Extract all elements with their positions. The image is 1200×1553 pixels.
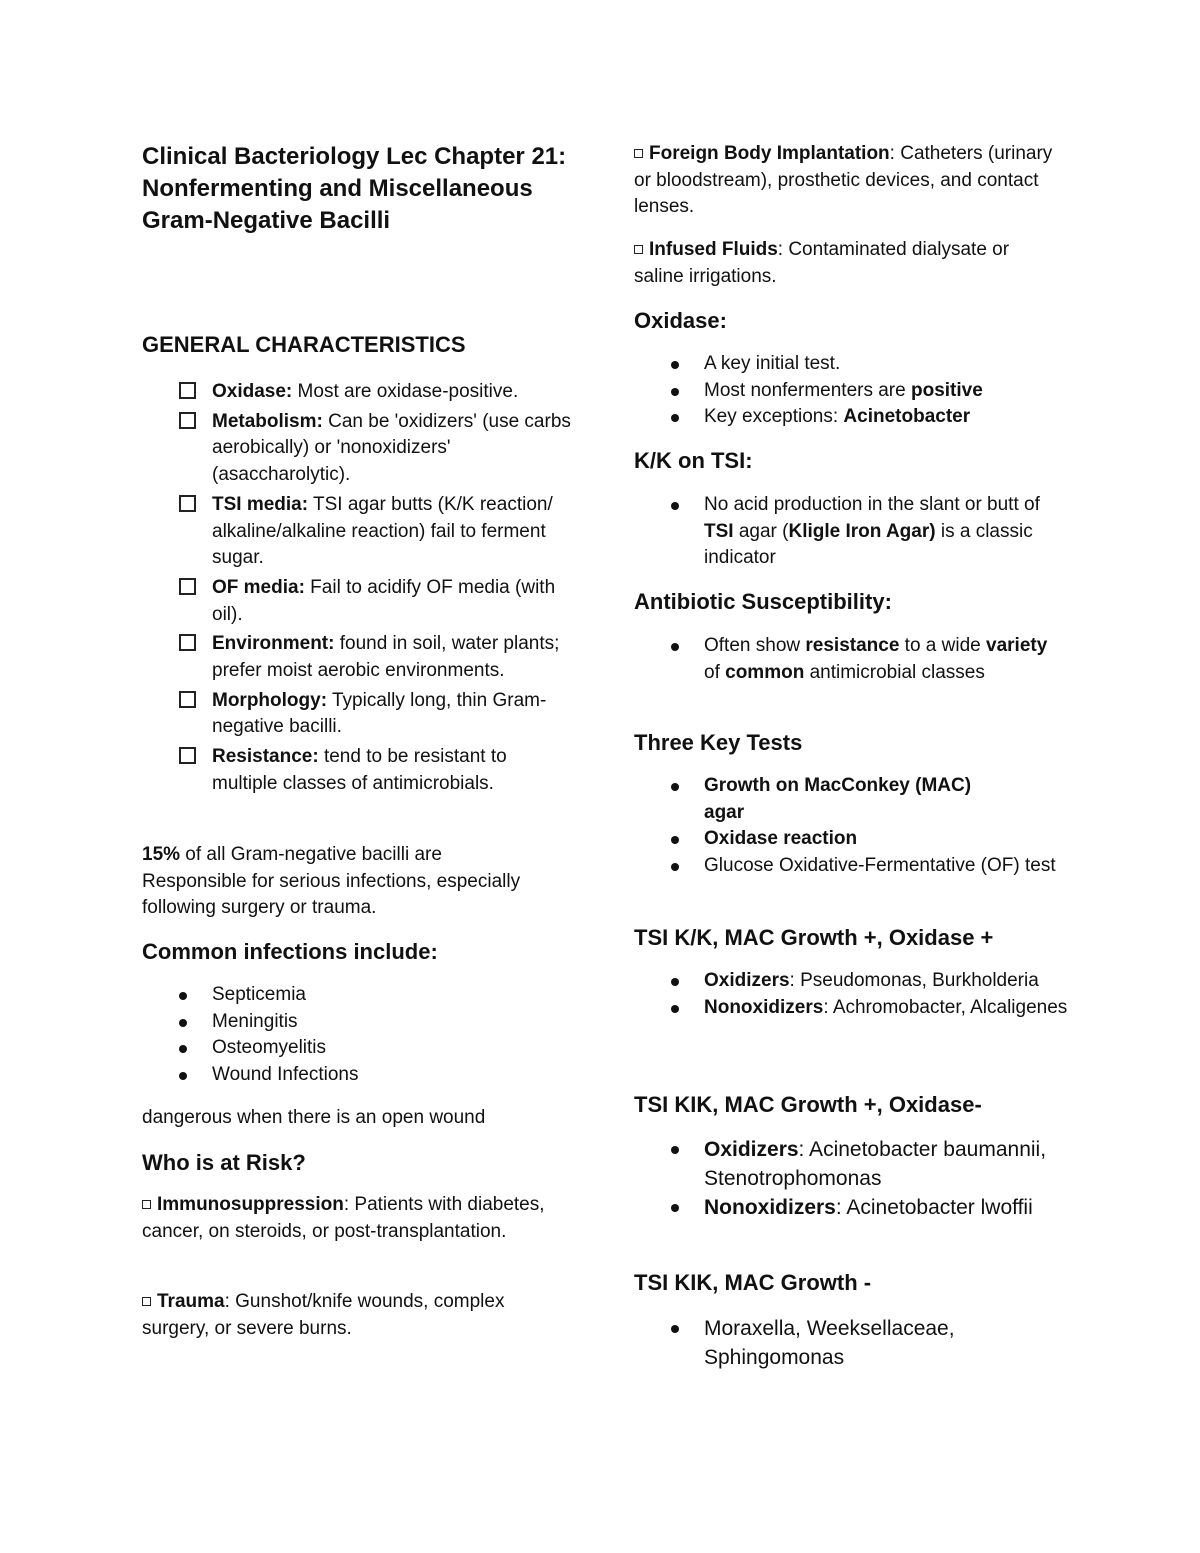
- statistic-paragraph: 15% of all Gram-negative bacilli are Responsible for serious infections, especially following surgery or trauma.: [142, 844, 521, 919]
- antibiotic-susceptibility-heading: Antibiotic Susceptibility:: [634, 589, 892, 614]
- bullet-icon: [179, 1019, 187, 1027]
- checkbox-icon: [179, 691, 196, 708]
- checkbox-icon: [179, 747, 196, 764]
- list-item: Often show resistance to a wide variety of common antimicrobial classes: [634, 633, 1064, 686]
- checklist-item: Oxidase: Most are oxidase-positive.: [142, 379, 572, 406]
- list-item: Oxidase reaction: [634, 826, 1064, 853]
- group3-list: [634, 1314, 1064, 1372]
- list-item: Growth on MacConkey (MAC) agar: [634, 773, 1014, 826]
- checklist-item: TSI media: TSI agar butts (K/K reaction/ alkaline/alkaline reaction) fail to ferment sugar.: [142, 492, 572, 572]
- risk-infused-fluids: Infused Fluids: Contaminated dialysate or saline irrigations.: [634, 239, 1010, 287]
- general-characteristics-heading: GENERAL CHARACTERISTICS: [142, 332, 466, 357]
- square-bullet-icon: [142, 1297, 151, 1306]
- bullet-icon: [671, 1146, 679, 1154]
- checklist-item: Environment: found in soil, water plants; prefer moist aerobic environments.: [142, 631, 572, 684]
- square-bullet-icon: [634, 245, 643, 254]
- list-item: Wound Infections: [142, 1062, 572, 1089]
- checkbox-icon: [179, 634, 196, 651]
- bullet-icon: [179, 1045, 187, 1053]
- checkbox-icon: [179, 412, 196, 429]
- checklist-item: Metabolism: Can be 'oxidizers' (use carbs aerobically) or 'nonoxidizers' (asaccharolytic).: [142, 409, 572, 489]
- antibiotic-list: [634, 633, 1064, 686]
- bullet-icon: [671, 978, 679, 986]
- bullet-icon: [671, 1005, 679, 1013]
- bullet-icon: [671, 388, 679, 396]
- list-item: No acid production in the slant or butt of TSI agar (Kligle Iron Agar) is a classic indicator: [634, 492, 1064, 572]
- three-key-tests-heading: Three Key Tests: [634, 730, 803, 755]
- oxidase-list: [634, 351, 1064, 431]
- risk-foreign-body: Foreign Body Implantation: Catheters (urinary or bloodstream), prosthetic devices, and contact lenses.: [634, 143, 1053, 218]
- bullet-icon: [671, 863, 679, 871]
- bullet-icon: [671, 643, 679, 651]
- bullet-icon: [671, 783, 679, 791]
- bullet-icon: [179, 992, 187, 1000]
- square-bullet-icon: [634, 149, 643, 158]
- bullet-icon: [671, 502, 679, 510]
- list-item: A key initial test.: [634, 351, 1064, 378]
- list-item: Glucose Oxidative-Fermentative (OF) test: [634, 853, 1104, 880]
- who-at-risk-heading: Who is at Risk?: [142, 1150, 306, 1175]
- kk-tsi-heading: K/K on TSI:: [634, 448, 753, 473]
- checklist-item: Morphology: Typically long, thin Gram-negative bacilli.: [142, 688, 572, 741]
- common-infections-heading: Common infections include:: [142, 939, 438, 964]
- bullet-icon: [671, 361, 679, 369]
- list-item: Oxidizers: Pseudomonas, Burkholderia: [634, 968, 1044, 995]
- list-item: Most nonfermenters are positive: [634, 378, 1064, 405]
- square-bullet-icon: [142, 1200, 151, 1209]
- checkbox-icon: [179, 382, 196, 399]
- bullet-icon: [671, 836, 679, 844]
- kk-tsi-list: [634, 492, 1064, 572]
- bullet-icon: [671, 414, 679, 422]
- list-item: Oxidizers: Acinetobacter baumannii, Stenotrophomonas: [634, 1135, 1104, 1193]
- group1-list: [634, 968, 1068, 1021]
- list-item: Key exceptions: Acinetobacter: [634, 404, 1064, 431]
- checklist-item: Resistance: tend to be resistant to multiple classes of antimicrobials.: [142, 744, 572, 797]
- list-item: Nonoxidizers: Achromobacter, Alcaligenes: [634, 995, 1084, 1022]
- checkbox-icon: [179, 578, 196, 595]
- infections-list: [142, 982, 572, 1089]
- document-title: Clinical Bacteriology Lec Chapter 21: Nonfermenting and Miscellaneous Gram-Negative Bacilli: [142, 143, 567, 234]
- group2-list: [634, 1135, 1064, 1222]
- risk-trauma: Trauma: Gunshot/knife wounds, complex surgery, or severe burns.: [142, 1291, 505, 1339]
- list-item: Osteomyelitis: [142, 1035, 572, 1062]
- list-item: Meningitis: [142, 1009, 572, 1036]
- oxidase-heading: Oxidase:: [634, 308, 727, 333]
- checklist-item: OF media: Fail to acidify OF media (with oil).: [142, 575, 572, 628]
- bullet-icon: [671, 1204, 679, 1212]
- bullet-icon: [179, 1072, 187, 1080]
- group1-heading: TSI K/K, MAC Growth +, Oxidase +: [634, 925, 994, 950]
- group2-heading: TSI KIK, MAC Growth +, Oxidase-: [634, 1092, 982, 1117]
- open-wound-note: dangerous when there is an open wound: [142, 1107, 486, 1128]
- risk-immunosuppression: Immunosuppression: Patients with diabetes, cancer, on steroids, or post-transplantation.: [142, 1194, 545, 1242]
- list-item: Moraxella, Weeksellaceae, Sphingomonas: [634, 1314, 1044, 1372]
- group3-heading: TSI KIK, MAC Growth -: [634, 1270, 872, 1295]
- general-characteristics-list: [142, 379, 572, 801]
- bullet-icon: [671, 1325, 679, 1333]
- list-item: Septicemia: [142, 982, 572, 1009]
- checkbox-icon: [179, 495, 196, 512]
- three-key-tests-list: [634, 773, 1064, 880]
- list-item: Nonoxidizers: Acinetobacter lwoffii: [634, 1193, 1104, 1222]
